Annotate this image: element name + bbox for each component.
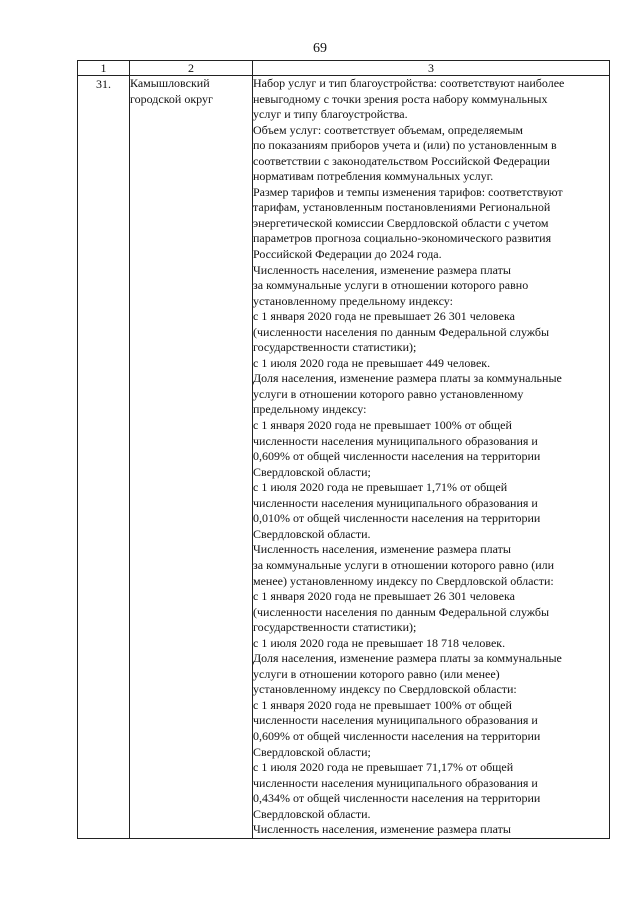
description-line: Численность населения, изменение размера платы [253, 542, 511, 557]
description-line: численности населения муниципального образования и [253, 495, 538, 510]
description-line: (численности населения по данным Федеральной службы [253, 604, 550, 619]
description-line: Свердловской области; [253, 744, 371, 759]
description-line: Численность населения, изменение размера платы [253, 262, 511, 277]
description-line: Численность населения, изменение размера платы [253, 822, 511, 837]
description-line: численности населения муниципального образования и [253, 713, 538, 728]
table-row [78, 76, 610, 839]
description-line: с 1 июля 2020 года не превышает 449 человек. [253, 355, 491, 370]
description-line: энергетической комиссии Свердловской области с учетом [253, 215, 549, 230]
description-line: установленному предельному индексу: [253, 293, 453, 308]
description-line: услуги в отношении которого равно (или менее) [253, 666, 500, 681]
description-line: Свердловской области; [253, 464, 371, 479]
municipality-name-cell [130, 76, 253, 839]
description-line: установленному индексу по Свердловской области: [253, 682, 517, 697]
description-line: с 1 июля 2020 года не превышает 71,17% от общей [253, 760, 514, 775]
description-line: Доля населения, изменение размера платы за коммунальные [253, 651, 562, 666]
description-line: услуг и типу благоустройства. [253, 107, 408, 122]
description-line: за коммунальные услуги в отношении которого равно [253, 278, 529, 293]
description-line: государственности статистики); [253, 340, 417, 355]
description-line: нормативам потребления коммунальных услуг. [253, 169, 494, 184]
description-line: 0,434% от общей численности населения на территории [253, 791, 541, 806]
description-cell [253, 76, 610, 839]
description-line: государственности статистики); [253, 620, 417, 635]
description-line: Объем услуг: соответствует объемам, определяемым [253, 122, 524, 137]
description-line: численности населения муниципального образования и [253, 775, 538, 790]
description-line: менее) установленному индексу по Свердловской области: [253, 573, 554, 588]
description-line: Свердловской области. [253, 806, 371, 821]
description-line: невыгодному с точки зрения роста набору коммунальных [253, 91, 548, 106]
description-line: 0,609% от общей численности населения на территории [253, 449, 541, 464]
description-line: Набор услуг и тип благоустройства: соответствуют наиболее [253, 76, 565, 90]
description-line: 0,609% от общей численности населения на территории [253, 728, 541, 743]
column-header-3: 3 [253, 61, 610, 76]
description-line: соответствии с законодательством Российской Федерации [253, 153, 550, 168]
description-line: за коммунальные услуги в отношении которого равно (или [253, 557, 555, 572]
description-line: Российской Федерации до 2024 года. [253, 247, 442, 262]
column-header-2: 2 [130, 61, 253, 76]
municipality-name-line: городской округ [130, 91, 213, 106]
description-line: Доля населения, изменение размера платы за коммунальные [253, 371, 562, 386]
description-line: предельному индексу: [253, 402, 367, 417]
page-number: 69 [313, 41, 327, 56]
description-line: с 1 января 2020 года не превышает 100% от общей [253, 418, 512, 433]
description-line: с 1 июля 2020 года не превышает 18 718 человек. [253, 635, 506, 650]
description-line: услуги в отношении которого равно установленному [253, 386, 524, 401]
description-line: Размер тарифов и темпы изменения тарифов: соответствуют [253, 184, 563, 199]
row-number: 31. [78, 76, 130, 839]
description-line: с 1 января 2020 года не превышает 26 301 человека [253, 309, 515, 324]
municipality-name-line: Камышловский [130, 76, 210, 90]
column-header-1: 1 [78, 61, 130, 76]
description-line: параметров прогноза социально-экономического развития [253, 231, 552, 246]
description-line: 0,010% от общей численности населения на территории [253, 511, 541, 526]
description-line: с 1 января 2020 года не превышает 100% от общей [253, 697, 512, 712]
description-line: (численности населения по данным Федеральной службы [253, 324, 550, 339]
description-line: численности населения муниципального образования и [253, 433, 538, 448]
description-line: с 1 января 2020 года не превышает 26 301 человека [253, 589, 515, 604]
document-table [77, 60, 610, 839]
description-line: с 1 июля 2020 года не превышает 1,71% от общей [253, 480, 508, 495]
description-line: Свердловской области. [253, 526, 371, 541]
description-line: по показаниям приборов учета и (или) по установленным в [253, 138, 557, 153]
description-line: тарифам, установленным постановлениями Региональной [253, 200, 551, 215]
table-header-row [78, 61, 610, 76]
